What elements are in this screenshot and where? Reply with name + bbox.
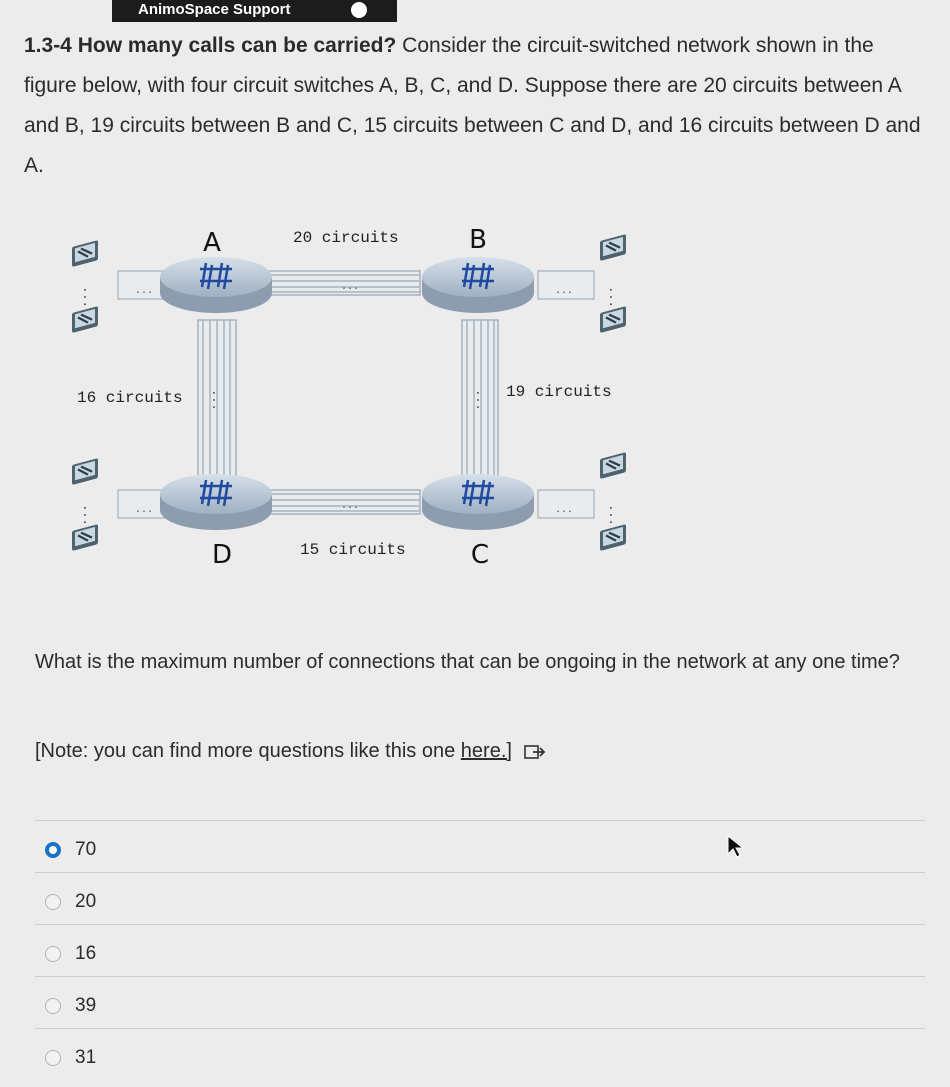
switch-b — [422, 257, 534, 313]
option-label: 70 — [75, 839, 97, 860]
svg-text:...: ... — [606, 286, 620, 308]
radio-icon[interactable] — [45, 998, 61, 1014]
svg-text:...: ... — [80, 286, 94, 308]
svg-text:...: ... — [80, 504, 94, 526]
svg-text:...: ... — [473, 389, 487, 411]
here-link[interactable]: here.] — [460, 740, 512, 762]
radio-selected-icon[interactable] — [45, 842, 61, 858]
network-figure — [60, 215, 650, 585]
question-prompt: What is the maximum number of connections that can be ongoing in the network at any one time? — [35, 651, 900, 673]
info-icon[interactable] — [351, 2, 367, 18]
radio-icon[interactable] — [45, 894, 61, 910]
question-text — [24, 26, 924, 186]
external-link-icon[interactable] — [524, 743, 546, 761]
option-39[interactable] — [35, 976, 925, 1028]
option-label: 20 — [75, 891, 97, 912]
note-prefix: [Note: you can find more questions like this one — [35, 740, 461, 762]
question-title: 1.3-4 How many calls can be carried? — [24, 34, 397, 57]
option-label: 16 — [75, 943, 97, 964]
svg-text:...: ... — [134, 286, 154, 297]
svg-text:...: ... — [134, 505, 154, 516]
svg-text:...: ... — [606, 504, 620, 526]
option-20[interactable] — [35, 872, 925, 924]
switch-label-c: C — [470, 540, 490, 570]
note-text — [35, 733, 925, 769]
question-body: Consider the circuit-switched network shown in the figure below, with four circuit switches A, B, C, and D. Suppose there are 20 circuits between A and B, 19 circuits between B and C, 15 circuits between C and D, and 16 circuits between D and A. — [24, 34, 921, 177]
option-label: 39 — [75, 995, 97, 1016]
switch-a — [160, 257, 272, 313]
app-header — [112, 0, 397, 22]
link-label-bc: 19 circuits — [506, 383, 612, 401]
app-title: AnimoSpace Support — [138, 1, 291, 18]
svg-text:...: ... — [554, 505, 574, 516]
svg-text:...: ... — [209, 389, 223, 411]
switch-label-b: B — [469, 225, 487, 255]
radio-icon[interactable] — [45, 946, 61, 962]
switch-label-a: A — [203, 228, 221, 258]
switch-c — [422, 474, 534, 530]
option-31[interactable] — [35, 1028, 925, 1080]
switch-label-d: D — [211, 540, 233, 570]
option-label: 31 — [75, 1047, 97, 1068]
svg-text:...: ... — [340, 282, 360, 293]
option-16[interactable] — [35, 924, 925, 976]
link-label-ab: 20 circuits — [293, 229, 399, 247]
link-label-da: 16 circuits — [77, 389, 183, 407]
svg-text:...: ... — [340, 501, 360, 512]
link-label-cd: 15 circuits — [300, 541, 406, 559]
option-70[interactable] — [35, 820, 925, 872]
switch-d — [160, 474, 272, 530]
mouse-cursor-icon — [726, 834, 746, 860]
svg-text:...: ... — [554, 286, 574, 297]
radio-icon[interactable] — [45, 1050, 61, 1066]
